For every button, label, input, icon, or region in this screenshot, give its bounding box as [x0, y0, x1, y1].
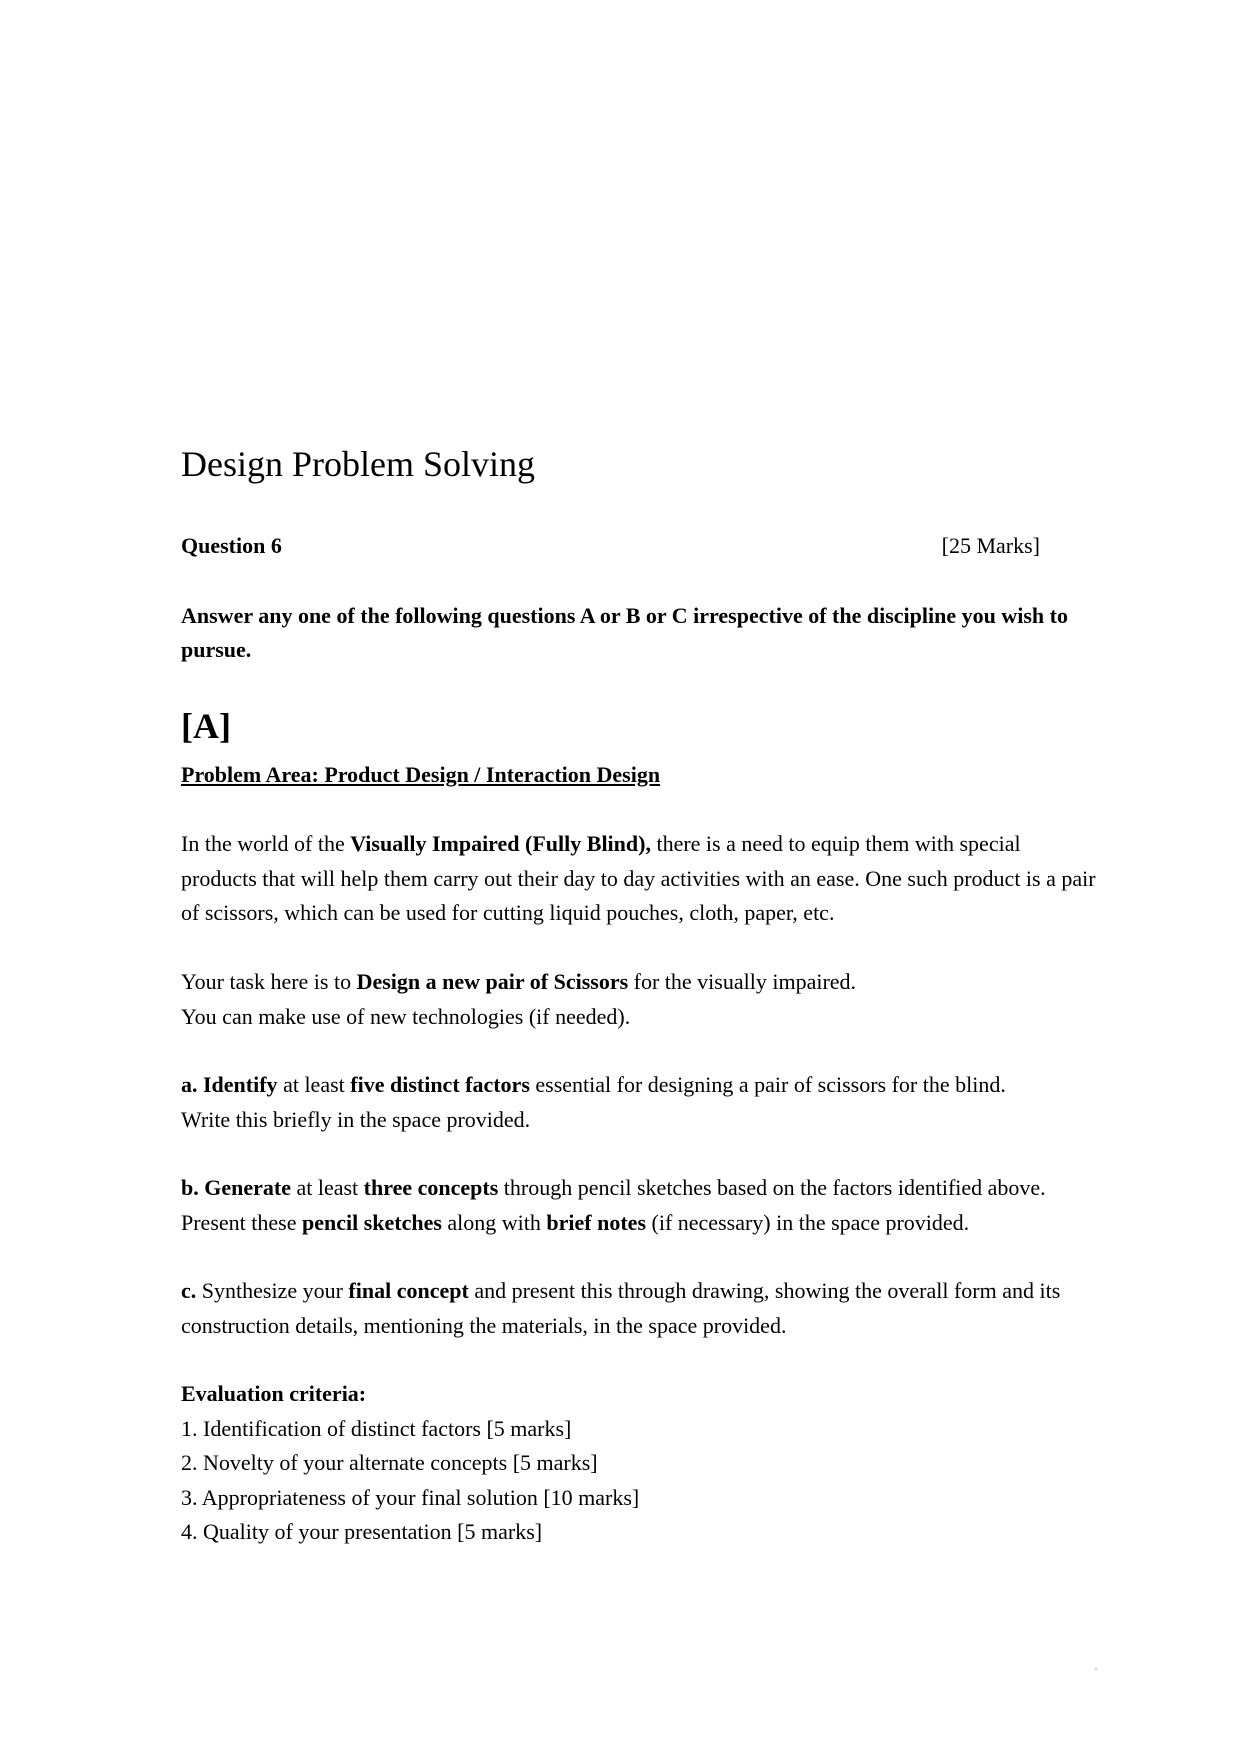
part-c-text-2: and present this through drawing, showing the overall form and its construction details, mentioning the materials, in the space provided. — [181, 1278, 1061, 1338]
task-bold-1: Design a new pair of Scissors — [356, 969, 629, 994]
part-b-text-3: along with — [441, 1209, 547, 1235]
part-b-bold-4: brief notes — [546, 1209, 647, 1235]
task-paragraph — [181, 965, 1101, 1034]
task-text-2: for the visually impaired. — [628, 969, 857, 994]
part-c-bold-2: final concept — [348, 1278, 469, 1303]
part-a-text-1: at least — [277, 1072, 351, 1097]
question-label: Question 6 — [181, 533, 282, 558]
part-c-bold-1: c. — [181, 1278, 197, 1303]
part-a-text-2: essential for designing a pair of scissors for the blind. — [529, 1072, 1006, 1097]
part-b-bold-2: three concepts — [363, 1175, 499, 1200]
document-page — [181, 0, 1096, 1755]
intro-paragraph — [181, 827, 1101, 931]
task-text-1: Your task here is to — [181, 969, 357, 994]
part-a-bold-1: a. Identify — [181, 1072, 278, 1097]
evaluation-list — [181, 1412, 639, 1550]
question-header — [181, 531, 1040, 561]
part-b-bold-3: pencil sketches — [301, 1209, 442, 1235]
part-b-paragraph — [181, 1171, 1101, 1240]
part-b-text-1: at least — [290, 1175, 364, 1200]
part-c-paragraph — [181, 1274, 1101, 1343]
evaluation-item: 4. Quality of your presentation [5 marks] — [181, 1519, 543, 1544]
question-marks: [25 Marks] — [941, 533, 1040, 558]
intro-bold-1: Visually Impaired (Fully Blind), — [350, 831, 651, 856]
part-b-text-2: through pencil sketches based on the factors identified above. Present these — [181, 1175, 1046, 1235]
part-a-bold-2: five distinct factors — [350, 1072, 530, 1097]
part-c-text-1: Synthesize your — [196, 1278, 349, 1303]
page-title: Design Problem Solving — [181, 444, 536, 484]
part-b-text-4: (if necessary) in the space provided. — [646, 1209, 970, 1235]
instruction-text: Answer any one of the following questions A or B or C irrespective of the discipline you wish to pursue. — [181, 603, 1068, 662]
part-a-paragraph — [181, 1068, 1101, 1137]
evaluation-item: 3. Appropriateness of your final solution [10 marks] — [181, 1484, 640, 1510]
problem-area-heading: Problem Area: Product Design / Interaction Design — [181, 762, 661, 787]
evaluation-item: 2. Novelty of your alternate concepts [5 marks] — [181, 1450, 598, 1475]
part-b-bold-1: b. Generate — [181, 1175, 291, 1200]
evaluation-item: 1. Identification of distinct factors [5 marks] — [181, 1415, 572, 1441]
task-text-line2: You can make use of new technologies (if needed). — [181, 1003, 631, 1029]
intro-text-2: there is a need to equip them with special products that will help them carry out their day to day activities with an ease. One such product is a pair of scissors, which can be used for cutting liquid pouches, cloth, paper, etc. — [181, 831, 1096, 925]
evaluation-criteria — [181, 1377, 639, 1550]
evaluation-heading: Evaluation criteria: — [181, 1381, 367, 1406]
intro-text-1: In the world of the — [181, 831, 351, 856]
section-marker: [A] — [181, 706, 231, 746]
page-corner-mark — [1095, 1668, 1097, 1670]
part-a-text-line2: Write this briefly in the space provided. — [181, 1106, 531, 1132]
